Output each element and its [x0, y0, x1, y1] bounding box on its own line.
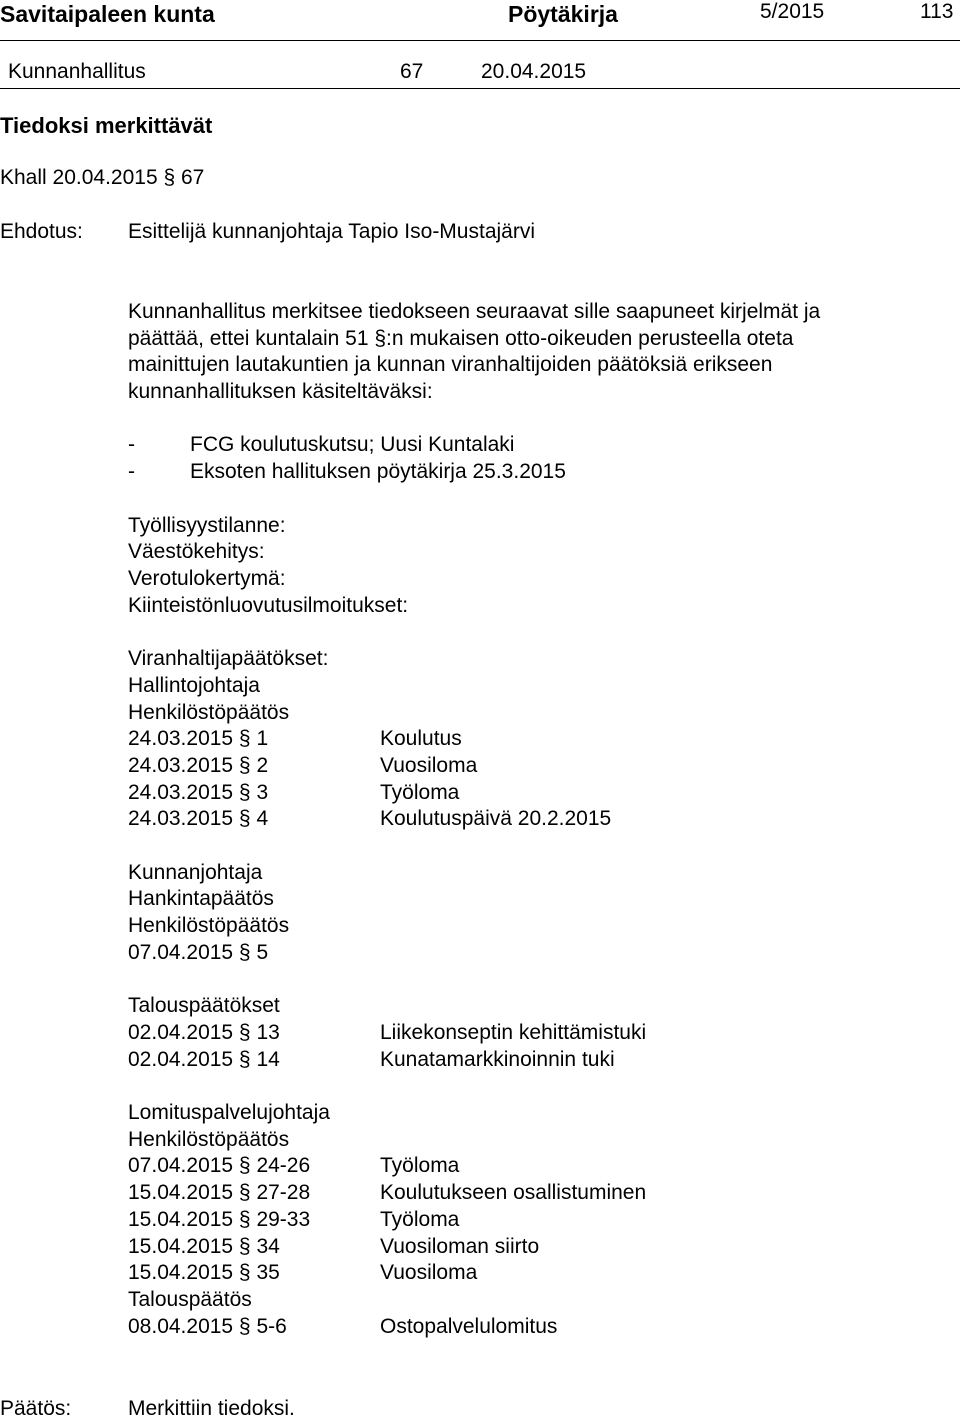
decision-reference: 08.04.2015 § 5-6 [128, 1315, 287, 1338]
decision-reference: 15.04.2015 § 29-33 [128, 1208, 311, 1231]
official-title: Henkilöstöpäätös [128, 914, 290, 937]
meeting-section: 67 [400, 60, 424, 83]
decision-description: Koulutuspäivä 20.2.2015 [380, 807, 612, 830]
decision-description: Työloma [380, 1208, 460, 1231]
header-divider [0, 40, 960, 41]
decision-reference: 02.04.2015 § 13 [128, 1021, 280, 1044]
item-reference: Khall 20.04.2015 § 67 [0, 166, 205, 189]
decision-text: Merkittiin tiedoksi. [128, 1397, 295, 1420]
bullet-item: FCG koulutuskutsu; Uusi Kuntalaki [190, 433, 515, 456]
decision-description: Työloma [380, 1154, 460, 1177]
paragraph-line: Kunnanhallitus merkitsee tiedokseen seuraavat sille saapuneet kirjelmät ja [128, 300, 821, 323]
decision-reference: 07.04.2015 § 24-26 [128, 1154, 311, 1177]
meeting-divider [0, 88, 960, 89]
decision-reference: 15.04.2015 § 35 [128, 1261, 280, 1284]
decision-description: Koulutukseen osallistuminen [380, 1181, 647, 1204]
meeting-date: 20.04.2015 [481, 60, 587, 83]
decision-reference: 24.03.2015 § 3 [128, 781, 269, 804]
topic-label: Verotulokertymä: [128, 567, 286, 590]
bullet-dash: - [128, 460, 135, 483]
decision-label: Päätös: [0, 1397, 72, 1420]
decision-description: Ostopalvelulomitus [380, 1315, 558, 1338]
official-title: Hallintojohtaja [128, 674, 260, 697]
proposal-presenter: Esittelijä kunnanjohtaja Tapio Iso-Mustajärvi [128, 220, 535, 243]
topic-label: Kiinteistönluovutusilmoitukset: [128, 594, 409, 617]
official-title: Kunnanjohtaja [128, 861, 263, 884]
decision-reference: 07.04.2015 § 5 [128, 941, 269, 964]
paragraph-line: päättää, ettei kuntalain 51 §:n mukaisen otto-oikeuden perusteella oteta [128, 327, 794, 350]
decision-reference: 24.03.2015 § 1 [128, 727, 269, 750]
page-number: 113 [920, 0, 954, 23]
paragraph-line: kunnanhallituksen käsiteltäväksi: [128, 380, 433, 403]
bullet-item: Eksoten hallituksen pöytäkirja 25.3.2015 [190, 460, 566, 483]
document-type: Pöytäkirja [508, 1, 618, 27]
proposal-label: Ehdotus: [0, 220, 83, 243]
topic-label: Väestökehitys: [128, 540, 265, 563]
decision-description: Koulutus [380, 727, 462, 750]
decision-reference: 24.03.2015 § 2 [128, 754, 269, 777]
paragraph-line: mainittujen lautakuntien ja kunnan viranhaltijoiden päätöksiä erikseen [128, 353, 773, 376]
document-number: 5/2015 [760, 0, 825, 23]
official-title: Talouspäätökset [128, 994, 280, 1017]
decision-reference: 15.04.2015 § 34 [128, 1235, 280, 1258]
officials-heading: Viranhaltijapäätökset: [128, 647, 329, 670]
decision-reference: 02.04.2015 § 14 [128, 1048, 280, 1071]
official-title: Lomituspalvelujohtaja [128, 1101, 330, 1124]
official-title: Henkilöstöpäätös [128, 701, 290, 724]
decision-description: Vuosiloman siirto [380, 1235, 540, 1258]
meeting-body: Kunnanhallitus [8, 60, 146, 83]
official-title: Henkilöstöpäätös [128, 1128, 290, 1151]
item-title: Tiedoksi merkittävät [0, 113, 213, 138]
decision-description: Liikekonseptin kehittämistuki [380, 1021, 647, 1044]
topic-label: Työllisyystilanne: [128, 514, 286, 537]
decision-description: Vuosiloma [380, 754, 478, 777]
official-title: Hankintapäätös [128, 887, 274, 910]
org-name: Savitaipaleen kunta [0, 1, 215, 27]
official-title: Talouspäätös [128, 1288, 252, 1311]
bullet-dash: - [128, 433, 135, 456]
decision-reference: 24.03.2015 § 4 [128, 807, 269, 830]
decision-reference: 15.04.2015 § 27-28 [128, 1181, 311, 1204]
decision-description: Työloma [380, 781, 460, 804]
decision-description: Vuosiloma [380, 1261, 478, 1284]
decision-description: Kunatamarkkinoinnin tuki [380, 1048, 615, 1071]
